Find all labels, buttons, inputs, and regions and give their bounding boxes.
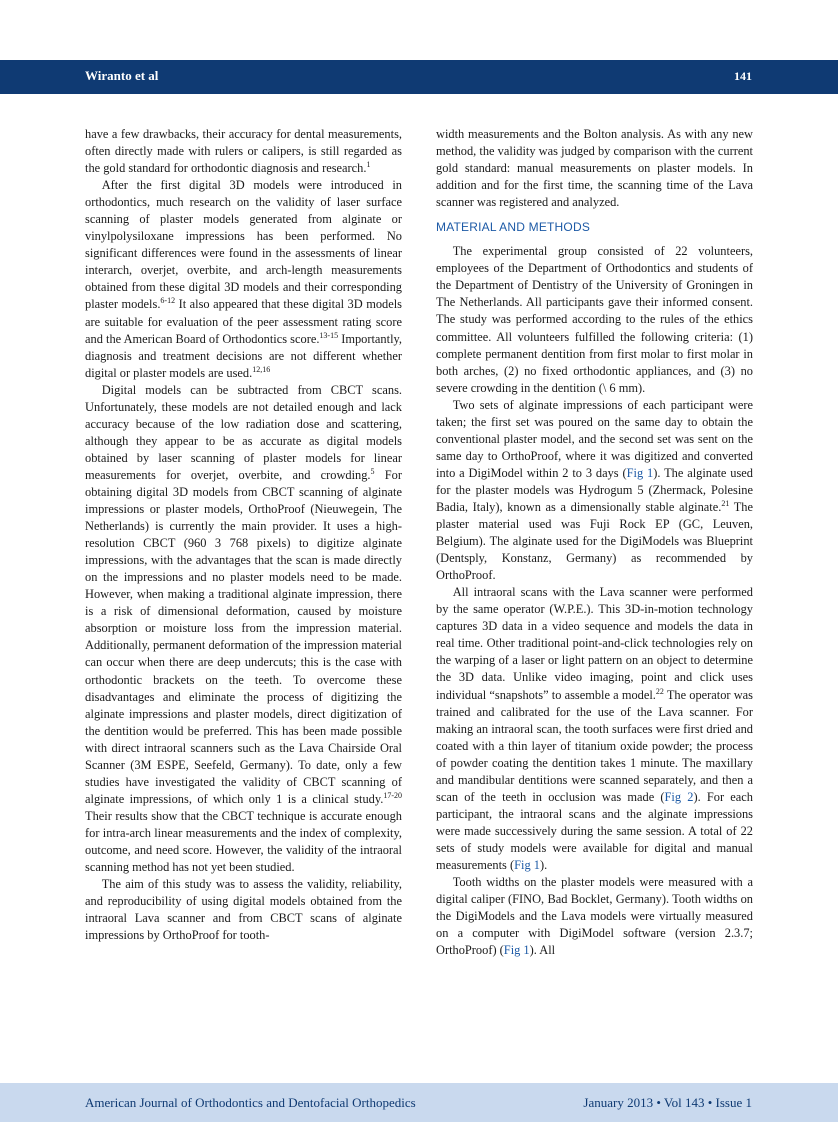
paragraph: After the first digital 3D models were introduced in orthodontics, much research on the validity of laser surface scanning of plaster models generated from alginate or vinylpolysiloxane impressions has been performed. No significant differences were found in the assessments of linear interarch, overjet, overbite, and arch-length measurements obtained from these digital 3D models and their corresponding plaster models.$^{6-12}$ It also appeared that these digital 3D models are suitable for evaluation of the peer assessment rating score and the American Board of Orthodontics score.$^{13-15}$ Importantly, diagnosis and treatment decisions are not different whether digital or plaster models are used.$^{12,16}$ [85, 178, 402, 380]
citation-ref[interactable]: 13-15 [319, 330, 339, 340]
journal-name: American Journal of Orthodontics and Dentofacial Orthopedics [85, 1095, 416, 1110]
citation-ref[interactable]: 17-20 [383, 790, 402, 800]
paragraph: The experimental group consisted of 22 volunteers, employees of the Department of Orthodontics and students of the Department of Dentistry of the University of Groningen in The Netherlands. All participants gave their informed consent. The study was performed according to the rules of the ethics committee. All volunteers fulfilled the following criteria: (1) complete permanent dentition from first molar to first molar in both arches, (2) no fixed orthodontic appliances, and (3) no severe crowding in the dentition (\ 6 mm). [436, 244, 753, 395]
right-column [436, 126, 753, 959]
issue-info: January 2013 • Vol 143 • Issue 1 [583, 1095, 752, 1110]
citation-ref[interactable]: 12,16 [252, 364, 271, 374]
citation-ref[interactable]: 1 [366, 160, 371, 170]
left-column [85, 126, 402, 944]
paragraph: The aim of this study was to assess the validity, reliability, and reproducibility of using digital models obtained from the intraoral Lava scanner and from CBCT scans of alginate impressions by OrthoProof for tooth- [85, 877, 402, 943]
figure-link[interactable]: Fig 1 [514, 857, 540, 872]
paragraph: Tooth widths on the plaster models were measured with a digital caliper (FINO, Bad Bocklet, Germany). Tooth widths on the DigiModels and the Lava models were virtually measured on a computer with DigiModel software (version 2.3.7; OrthoProof) (Fig 1). All [436, 875, 753, 958]
running-footer [0, 1083, 838, 1122]
paragraph: have a few drawbacks, their accuracy for dental measurements, often directly made with rulers or calipers, is still regarded as the gold standard for orthodontic diagnosis and research.$^1$ [85, 127, 402, 176]
running-header-authors: Wiranto et al [85, 68, 159, 83]
citation-ref[interactable]: 22 [655, 686, 664, 696]
section-heading: MATERIAL AND METHODS [436, 220, 591, 235]
citation-ref[interactable]: 21 [721, 498, 730, 508]
citation-ref[interactable]: 6-12 [160, 296, 176, 306]
figure-link[interactable]: Fig 1 [503, 943, 530, 958]
paragraph: Digital models can be subtracted from CBCT scans. Unfortunately, these models are not detailed enough and lack accuracy because of the low radiation dose and scattering, although they appear to be as accurate as digital models obtained by laser scanning of plaster models for linear measurements for overjet, overbite, and crowding.$^5$ For obtaining digital 3D models from CBCT scanning of alginate impressions or plaster models, OrthoProof (Nieuwegein, The Netherlands) is currently the main provider. It uses a high-resolution CBCT (960 3 768 pixels) to digitize alginate impressions, with the advantages that the scan is made directly on the impressions and no plaster models need to be made. However, when making a traditional alginate impression, there is a risk of dimensional deformation, caused by moisture absorption or moisture loss from the impression material. Additionally, permanent deformation of the impression material can occur when there are deep undercuts; this is the case with orthodontic brackets on the teeth. To overcome these disadvantages and eliminate the process of digitizing the alginate impressions and plaster models, direct digitization of the dentition would be preferred. This has been made possible with direct intraoral scanners such as the Lava Chairside Oral Scanner (3M ESPE, Seefeld, Germany). To date, only a few studies have investigated the validity of CBCT scanning of alginate impressions, of which only 1 is a clinical study.$^{17-20}$ Their results show that the CBCT technique is accurate enough for intra-arch linear measurements and the index of complexity, outcome, and need score. However, the validity of the intraoral scanning method has not yet been studied. [85, 382, 403, 875]
page-number: 141 [734, 69, 752, 83]
figure-link[interactable]: Fig 1 [626, 465, 654, 480]
figure-link[interactable]: Fig 2 [664, 789, 694, 804]
paragraph: Two sets of alginate impressions of each participant were taken; the first set was poured on the same day to obtain the conventional plaster model, and the second set was sent on the same day to OrthoProof, where it was digitized and converted into a DigiModel within 2 to 3 days (Fig 1). The alginate used for the plaster models was Hydrogum 5 (Zhermack, Polesine Badia, Italy), known as a dimensionally stable alginate.$^{21}$ The plaster material used was Fuji Rock EP (GC, Leuven, Belgium). The alginate used for the DigiModels was Blueprint (Dentsply, Konstanz, Germany) as recommended by OrthoProof. [436, 397, 753, 583]
paragraph: All intraoral scans with the Lava scanner were performed by the same operator (W.P.E.). This 3D-in-motion technology captures 3D data in a video sequence and models the data in real time. Other traditional point-and-click technologies rely on the warping of a laser or light pattern on an object to determine the 3D data. Unlike video imaging, point and click uses individual “snapshots” to assemble a model.$^{22}$ The operator was trained and calibrated for the use of the Lava scanner. For making an intraoral scan, the tooth surfaces were first dried and coated with a thin layer of titanium oxide powder; the process of powder coating the dentition takes 1 minute. The maxillary and mandibular dentitions were scanned separately, and then a scan of the teeth in occlusion was made (Fig 2). For each participant, the intraoral scans and the alginate impressions were made successively during the same session. A total of 22 sets of study models were available for digital and manual measurements (Fig 1). [436, 585, 754, 872]
paragraph: width measurements and the Bolton analysis. As with any new method, the validity was judged by comparison with the current gold standard: manual measurements on plaster models. In addition and for the first time, the scanning time of the Lava scanner was registered and analyzed. [436, 127, 753, 210]
running-header [0, 60, 838, 94]
citation-ref[interactable]: 5 [370, 466, 375, 476]
